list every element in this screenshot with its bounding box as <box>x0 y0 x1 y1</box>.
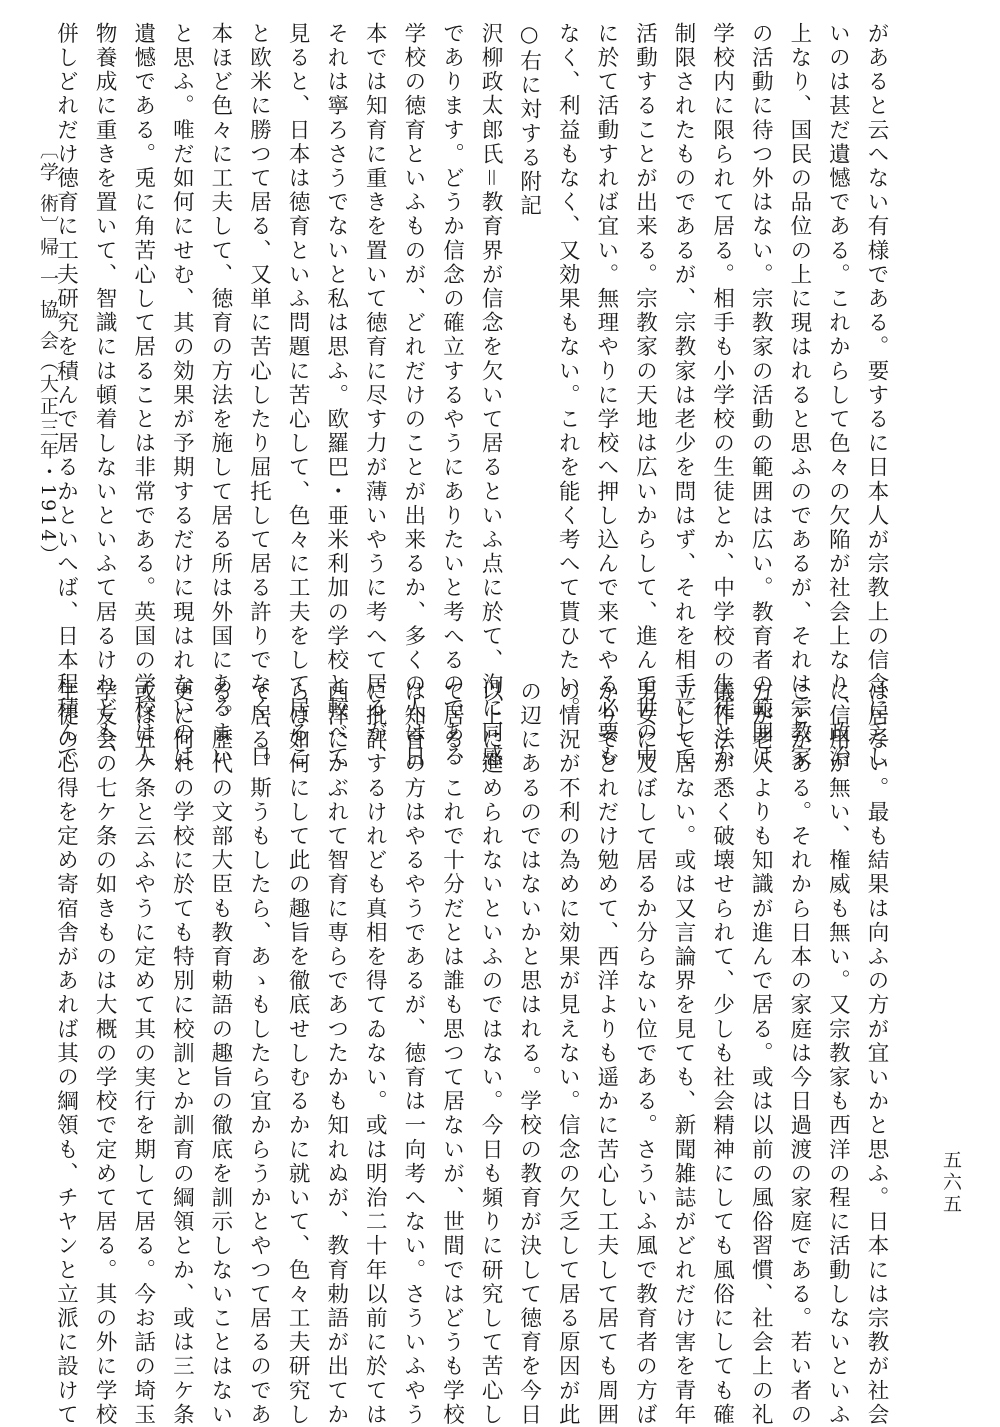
text-column: それは寧ろさうでないと私は思ふ。欧羅巴・亜米利加の学校と較べて <box>323 22 349 770</box>
text-column: 立して居ない。或は又言論界を見ても、新聞雑誌がどれだけ害を青年 <box>671 680 697 1427</box>
text-column: の情況が不利の為めに効果が見えない。信念の欠乏して居る原因が此 <box>555 680 581 1427</box>
text-column: 方が老人よりも知識が進んで居る。或は以前の風俗習慣、社会上の礼 <box>748 680 774 1427</box>
text-column: なく、利益もなく、又効果もない。これを能く考へて貰ひたい。 <box>555 22 581 721</box>
text-column: ことがある。それから日本の家庭は今日過渡の家庭である。若い者の <box>786 680 812 1427</box>
text-column: 或は五ケ条と云ふやうに定めて其の実行を期して居る。今お話の埼玉 <box>130 680 156 1427</box>
text-column: 見ると、日本は徳育といふ問題に苦心して、色々に工夫をして居るこ <box>285 22 311 770</box>
text-column: 本では知育に重きを置いて徳育に尽す力が薄いやうに考へて居るが、 <box>362 22 388 770</box>
header-date: （大正三年・1914） <box>37 352 59 567</box>
text-column: 以上に進められないといふのではない。今日も頻りに研究して苦心し <box>478 680 504 1427</box>
text-column: に批評するけれども真相を得てゐない。或は明治二十年以前に於ては <box>362 680 388 1427</box>
text-column: 男女に及ぼして居るか分らない位である。さういふ風で教育者の方ば <box>632 680 658 1427</box>
text-column: は知育の方はやるやうであるが、徳育は一向考へない。さういふやう <box>400 680 426 1427</box>
appendix-heading: ○右に対する附記 <box>516 22 542 219</box>
text-column: 学校内に限られて居る。相手も小学校の生徒とか、中学校の生徒とか <box>709 22 735 770</box>
text-column: に於て活動すれば宜い。無理やりに学校へ押し込んで来てやる必要も <box>593 22 619 770</box>
text-column: であります。どうか信念の確立するやうにありたいと考へるのである <box>439 22 465 770</box>
text-column: 制限されたものであるが、宗教家は老少を問はず、それを相手にして <box>671 22 697 770</box>
text-column: 更に何れの学校に於ても特別に校訓とか訓育の綱領とか、或は三ケ条 <box>169 680 195 1427</box>
text-column: いのは甚だ遺憾である。これからして色々の欠陥が社会上なり、政治 <box>825 22 851 770</box>
text-column: 物養成に重きを置いて、智識には頓着しないといふて居るけれども、 <box>92 22 118 770</box>
text-column: て居る。斯うもしたら、あゝもしたら宜からうかとやつて居るのであ <box>246 680 272 1427</box>
text-column: 儀作法が悉く破壊せられて、少しも社会精神にしても風俗にしても確 <box>709 680 735 1427</box>
text-column: 生徒の心得を定め寄宿舎があれば其の綱領も、チヤンと立派に設けて <box>53 680 79 1427</box>
text-column: の活動に待つ外はない。宗教家の活動の範囲は広い。教育者の範囲は <box>748 22 774 770</box>
text-column: があると云へない有様である。要するに日本人が宗教上の信念に乏し <box>864 22 889 770</box>
text-column: かりでどれだけ勉めて、西洋よりも遥かに苦心し工夫して居ても周囲 <box>593 680 619 1427</box>
lower-text-block <box>53 680 895 1427</box>
text-column: の辺にあるのではないかと思はれる。学校の教育が決して徳育を今日 <box>516 680 542 1427</box>
text-column: 併しどれだけ徳育に工夫研究を積んで居るかといへば、日本程積んで <box>53 22 79 770</box>
running-header <box>22 140 62 740</box>
text-column: 遺憾である。兎に角苦心して居ることは非常である。英国の学校は人 <box>130 22 156 770</box>
text-column: 学友会の七ケ条の如きものは大概の学校で定めて居る。其の外に学校 <box>92 680 118 1427</box>
text-column: は居ない。最も結果は向ふの方が宜いかと思ふ。日本には宗教が社会 <box>864 680 889 1427</box>
text-column: と思ふ。唯だ如何にせむ、其の効果が予期するだけに現はれないのは <box>169 22 195 770</box>
text-column: 上なり、国民の品位の上に現はれると思ふのであるが、それは宗教家 <box>786 22 812 770</box>
text-column: て居る、これで十分だとは誰も思つて居ないが、世間ではどうも学校 <box>439 680 465 1427</box>
text-column: 本ほど色々に工夫して、徳育の方法を施して居る所は外国にあるまい <box>207 22 233 770</box>
header-society: 帰 一 協 会 <box>37 237 59 353</box>
text-column: に信用が無い、権威も無い。又宗教家も西洋の程に活動しないといふ <box>825 680 851 1427</box>
text-column: 西洋にかぶれて智育に専らであつたかも知れぬが、教育勅語が出てか <box>323 680 349 1427</box>
header-section: 〔学 術〕 <box>37 140 59 238</box>
text-column: 学校の徳育といふものが、どれだけのことが出来るか、多くの人は日 <box>400 22 426 770</box>
text-column: 沢柳政太郎氏＝教育界が信念を欠いて居るといふ点に於て、洵に同感 <box>478 22 504 770</box>
page-number: 五六五 <box>940 1150 962 1216</box>
text-column: と欧米に勝つて居る、又単に苦心したり屈托して居る許りでなく、日 <box>246 22 272 770</box>
text-column: 活動することが出来る。宗教家の天地は広いからして、進んで世の中 <box>632 22 658 770</box>
text-column: る。歴代の文部大臣も教育勅語の趣旨の徹底を訓示しないことはない <box>207 680 233 1427</box>
text-column: らは如何にして此の趣旨を徹底せしむるかに就いて、色々工夫研究し <box>285 680 311 1427</box>
upper-text-block <box>53 22 895 770</box>
